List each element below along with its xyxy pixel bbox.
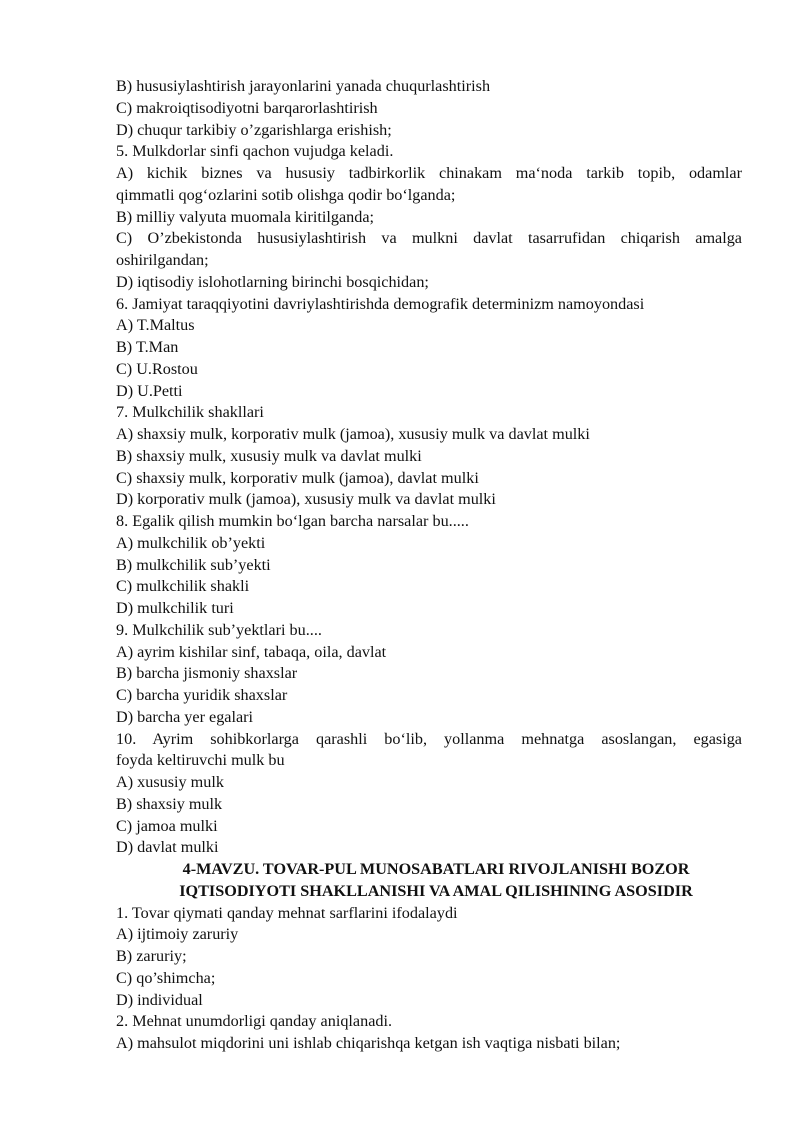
- text-line: 1. Tovar qiymati qanday mehnat sarflarini ifodalaydi: [116, 903, 458, 922]
- text-line: B) hususiylashtirish jarayonlarini yanada chuqurlashtirish: [116, 77, 491, 95]
- text-line: C) barcha yuridik shaxslar: [116, 686, 288, 704]
- text-line: A) ijtimoiy zaruriy: [116, 925, 239, 944]
- section-heading: 4-MAVZU. TOVAR-PUL MUNOSABATLARI RIVOJLANISHI BOZOR: [182, 860, 690, 878]
- text-line: B) zaruriy;: [116, 947, 187, 965]
- text-line: oshirilgandan;: [116, 251, 209, 269]
- text-line: D) U.Petti: [116, 381, 183, 400]
- text-line: 9. Mulkchilik sub’yektlari bu....: [116, 620, 322, 639]
- text-line: C) shaxsiy mulk, korporativ mulk (jamoa), davlat mulki: [116, 468, 479, 487]
- text-line: C) mulkchilik shakli: [116, 577, 250, 596]
- text-line: C) qo’shimcha;: [116, 968, 216, 987]
- text-line: qimmatli qog‘ozlarini sotib olishga qodir bo‘lganda;: [116, 185, 456, 204]
- text-line: B) shaxsiy mulk, xususiy mulk va davlat mulki: [116, 446, 422, 465]
- text-line: B) shaxsiy mulk: [116, 794, 223, 813]
- text-line: A) shaxsiy mulk, korporativ mulk (jamoa), xususiy mulk va davlat mulki: [116, 425, 590, 443]
- section-heading: IQTISODIYOTI SHAKLLANISHI VA AMAL QILISHINING ASOSIDIR: [179, 881, 693, 900]
- text-line: D) korporativ mulk (jamoa), xususiy mulk va davlat mulki: [116, 490, 496, 509]
- document-page: [116, 76, 742, 1055]
- text-line: C) makroiqtisodiyotni barqarorlashtirish: [116, 98, 378, 117]
- text-line: B) T.Man: [116, 338, 179, 356]
- text-line: D) barcha yer egalari: [116, 707, 254, 726]
- text-line: 6. Jamiyat taraqqiyotini davriylashtirishda demografik determinizm namoyondasi: [116, 294, 645, 313]
- text-line: B) barcha jismoniy shaxslar: [116, 664, 298, 683]
- text-line: foyda keltiruvchi mulk bu: [116, 751, 285, 770]
- text-line: A) mahsulot miqdorini uni ishlab chiqarishqa ketgan ish vaqtiga nisbati bilan;: [116, 1034, 621, 1052]
- text-line: A) mulkchilik ob’yekti: [116, 533, 266, 552]
- text-line: D) davlat mulki: [116, 838, 219, 857]
- text-line: B) mulkchilik sub’yekti: [116, 555, 271, 574]
- text-line: A) ayrim kishilar sinf, tabaqa, oila, davlat: [116, 642, 387, 661]
- text-line: C) U.Rostou: [116, 359, 198, 378]
- text-line: A) T.Maltus: [116, 316, 195, 335]
- text-line: C) jamoa mulki: [116, 816, 218, 835]
- text-line: 5. Mulkdorlar sinfi qachon vujudga keladi.: [116, 142, 394, 161]
- text-line: D) individual: [116, 990, 203, 1009]
- text-line: 8. Egalik qilish mumkin bo‘lgan barcha narsalar bu.....: [116, 512, 469, 530]
- text-line: A) kichik biznes va hususiy tadbirkorlik chinakam ma‘noda tarkib topib, odamlar: [116, 164, 742, 182]
- text-line: 7. Mulkchilik shakllari: [116, 403, 264, 422]
- text-line: B) milliy valyuta muomala kiritilganda;: [116, 207, 375, 226]
- text-line: D) iqtisodiy islohotlarning birinchi bosqichidan;: [116, 272, 429, 291]
- text-line: A) xususiy mulk: [116, 773, 224, 791]
- text-line: D) chuqur tarkibiy o’zgarishlarga erishish;: [116, 120, 392, 139]
- text-line: C) O’zbekistonda hususiylashtirish va mulkni davlat tasarrufidan chiqarish amalga: [116, 229, 742, 248]
- text-line: 2. Mehnat unumdorligi qanday aniqlanadi.: [116, 1012, 393, 1031]
- text-line: 10. Ayrim sohibkorlarga qarashli bo‘lib, yollanma mehnatga asoslangan, egasiga: [116, 729, 742, 748]
- text-line: D) mulkchilik turi: [116, 599, 234, 617]
